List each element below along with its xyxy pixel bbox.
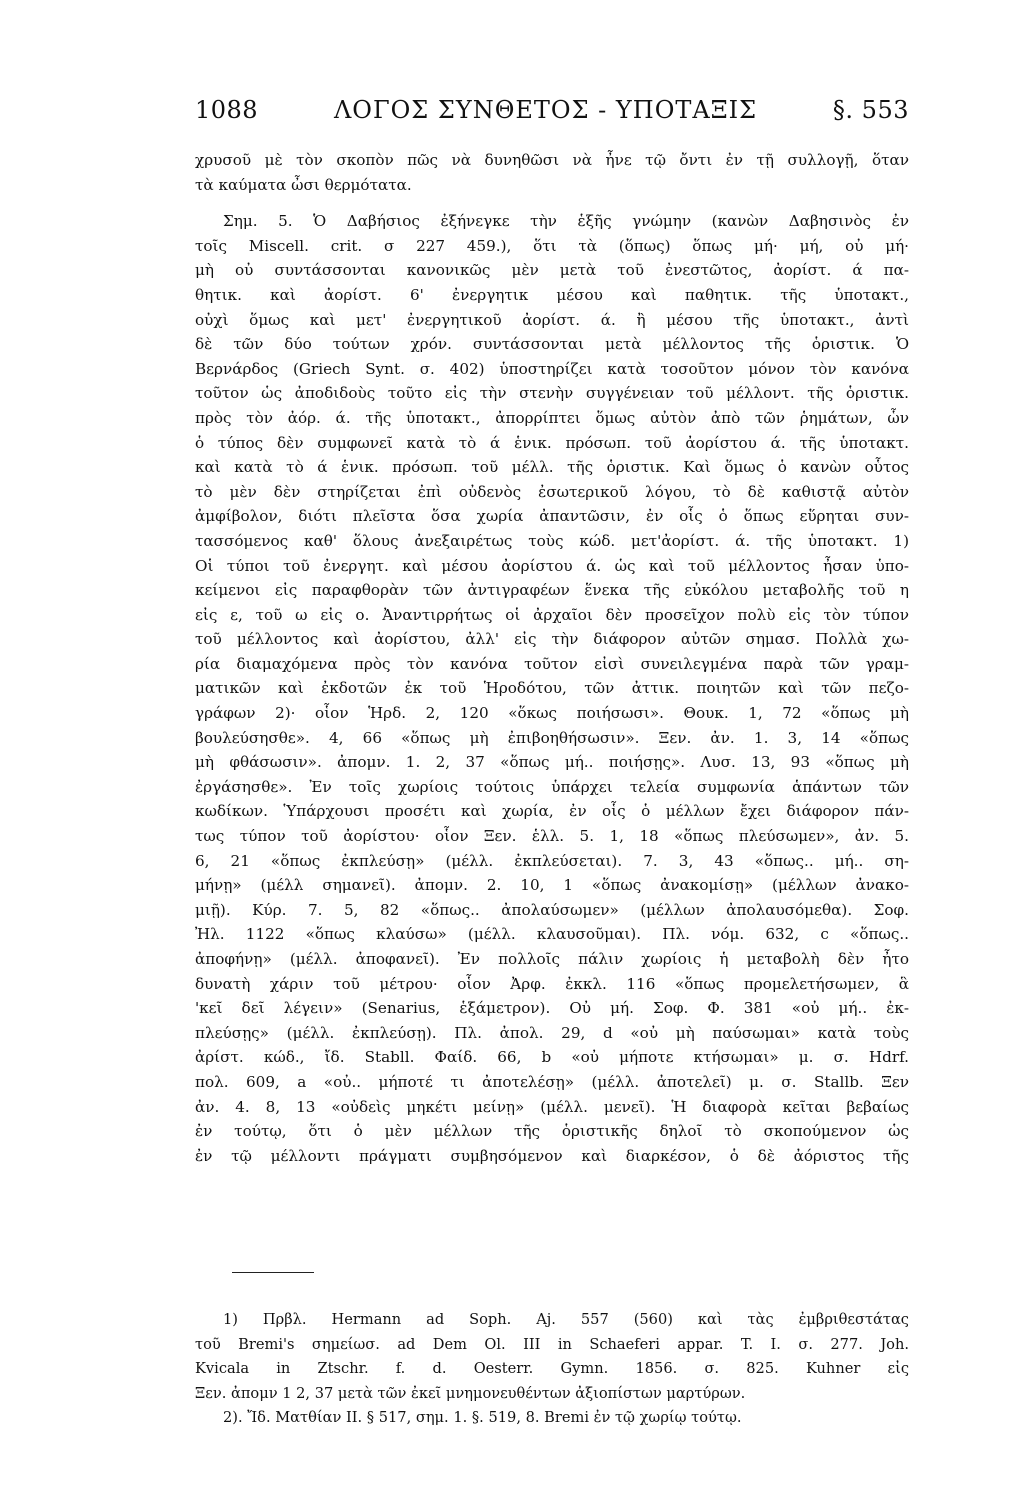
note-line: βουλεύσησθε». 4, 66 «ὅπως μὴ ἐπιβοηθήσωσιν». Ξεν. ἀν. 1. 3, 14 «ὅπως [195,728,909,747]
footnotes [195,1308,909,1431]
note-line: ἀρίστ. κώδ., ἴδ. Stabll. Φαίδ. 66, b «οὐ μήποτε κτήσωμαι» μ. σ. Hdrf. [195,1048,909,1067]
note-line: ὁ τύπος δὲν συμφωνεῖ κατὰ τὸ ά ἑνικ. πρόσωπ. τοῦ ἀορίστου ά. τῆς ὑποτακτ. [195,433,909,452]
note-line: ἐν τούτῳ, ὅτι ὁ μὲν μέλλων τῆς ὁριστικῆς δηλοῖ τὸ σκοπούμενον ὡς [195,1122,909,1141]
note-line: κωδίκων. Ὑπάρχουσι προσέτι καὶ χωρία, ἐν οἷς ὁ μέλλων ἔχει διάφορον πάν- [195,802,909,821]
note-line: τοῦ μέλλοντος καὶ ἀορίστου, ἀλλ' εἰς τὴν διάφορον αὐτῶν σημασ. Πολλὰ χω- [195,630,909,649]
note-line: τοῖς Miscell. crit. σ 227 459.), ὅτι τὰ (ὅπως) ὅπως μή· μή, οὐ μή· [195,236,909,255]
note-line: Οἱ τύποι τοῦ ἐνεργητ. καὶ μέσου ἀορίστου ά. ὡς καὶ τοῦ μέλλοντος ἦσαν ὑπο- [195,556,909,575]
note-line: θητικ. καὶ ἀορίστ. 6' ἐνεργητικ μέσου καὶ παθητικ. τῆς ὑποτακτ., [195,285,909,304]
note-line: τως τύπον τοῦ ἀορίστου· οἷον Ξεν. ἑλλ. 5. 1, 18 «ὅπως πλεύσωμεν», ἀν. 5. [195,827,909,846]
footnote-line: Ξεν. ἀπομν 1 2, 37 μετὰ τῶν ἐκεῖ μνημονευθέντων ἀξιοπίστων μαρτύρων. [195,1384,746,1402]
footnote-line: 2). Ἴδ. Ματθίαν II. § 517, σημ. 1. §. 519, 8. Bremi ἐν τῷ χωρίῳ τούτῳ. [223,1409,742,1427]
note-line: οὐχὶ ὅμως καὶ μετ' ἐνεργητικοῦ ἀορίστ. ά. ἢ μέσου τῆς ὑποτακτ., ἀντὶ [195,310,909,329]
note-line: πρὸς τὸν ἀόρ. ά. τῆς ὑποτακτ., ἀπορρίπτει ὅμως αὐτὸν ἀπὸ τῶν ῥημάτων, ὧν [195,408,909,427]
note-line: ρία διαμαχόμενα πρὸς τὸν κανόνα τοῦτον εἰσὶ συνειλεγμένα παρὰ τῶν γραμ- [195,654,909,673]
note-line: ματικῶν καὶ ἐκδοτῶν ἐκ τοῦ Ἡροδότου, τῶν ἀττικ. ποιητῶν καὶ τῶν πεζο- [195,679,909,698]
footnote-line: Kvicala in Ztschr. f. d. Oesterr. Gymn. 1856. σ. 825. Kuhner εἰς [195,1360,909,1378]
note-line: δὲ τῶν δύο τούτων χρόν. συντάσσονται μετὰ μέλλοντος τῆς ὁριστικ. Ὁ [195,335,909,354]
main-text [195,148,909,1168]
note-line: πλεύσῃς» (μέλλ. ἐκπλεύσῃ). Πλ. ἀπολ. 29, d «οὐ μὴ παύσωμαι» κατὰ τοὺς [195,1023,909,1042]
page-number: 1088 [195,96,259,124]
note-line: μὴ φθάσωσιν». ἀπομν. 1. 2, 37 «ὅπως μή.. ποιήσῃς». Λυσ. 13, 93 «ὅπως μὴ [195,753,909,772]
note-line: μήνῃ» (μέλλ σημανεῖ). ἀπομν. 2. 10, 1 «ὅπως ἀνακομίσῃ» (μέλλων ἀνακο- [195,876,909,895]
note-line: τασσόμενος καθ' ὅλους ἀνεξαιρέτως τοὺς κώδ. μετ'ἀορίστ. ά. τῆς ὑποτακτ. 1) [195,531,909,550]
note-line: καὶ κατὰ τὸ ά ἑνικ. πρόσωπ. τοῦ μέλλ. τῆς ὁριστικ. Καὶ ὅμως ὁ κανὼν οὗτος [195,458,909,477]
footnote-line: τοῦ Bremi's σημείωσ. ad Dem Ol. III in Schaeferi appar. T. I. σ. 277. Joh. [195,1335,909,1353]
note-line: κείμενοι εἰς παραφθορὰν τῶν ἀντιγραφέων ἕνεκα τῆς εὐκόλου μεταβολῆς τοῦ η [195,581,909,600]
note-line: τοῦτον ὡς ἀποδιδοὺς τοῦτο εἰς τὴν στενὴν συγγένειαν τοῦ μέλλοντ. τῆς ὁριστικ. [195,384,909,403]
body-line: χρυσοῦ μὲ τὸν σκοπὸν πῶς νὰ δυνηθῶσι νὰ ἦνε τῷ ὄντι ἐν τῇ συλλογῇ, ὅταν [195,151,909,169]
note-line: μὴ οὐ συντάσσονται κανονικῶς μὲν μετὰ τοῦ ἐνεστῶτος, ἀορίστ. ά πα- [195,261,909,280]
note-line: γράφων 2)· οἷον Ἡρδ. 2, 120 «ὅκως ποιήσωσι». Θουκ. 1, 72 «ὅπως μὴ [195,704,909,723]
note-line: τὸ μὲν δὲν στηρίζεται ἐπὶ οὐδενὸς ἐσωτερικοῦ λόγου, τὸ δὲ καθιστᾷ αὐτὸν [195,482,909,501]
note-line: 'κεῖ δεῖ λέγειν» (Senarius, ἑξάμετρον). Οὐ μή. Σοφ. Φ. 381 «οὐ μή.. ἐκ- [195,999,909,1018]
footnote-rule [232,1272,314,1273]
note-line: 6, 21 «ὅπως ἐκπλεύσῃ» (μέλλ. ἐκπλεύσεται). 7. 3, 43 «ὅπως.. μή.. ση- [195,851,909,870]
note-paragraph [195,209,909,1168]
running-title: ΛΟΓΟΣ ΣΥΝΘΕΤΟΣ - ΥΠΟΤΑΞΙΣ [333,96,758,124]
note-line: ἐργάσησθε». Ἐν τοῖς χωρίοις τούτοις ὑπάρχει τελεία συμφωνία ἁπάντων τῶν [195,777,909,796]
note-line: Ἠλ. 1122 «ὅπως κλαύσω» (μέλλ. κλαυσοῦμαι). Πλ. νόμ. 632, c «ὅπως.. [195,925,909,944]
note-line: ἀν. 4. 8, 13 «οὐδεὶς μηκέτι μείνῃ» (μέλλ. μενεῖ). Ἡ διαφορὰ κεῖται βεβαίως [195,1097,909,1116]
footnote-line: 1) Πρβλ. Hermann ad Soph. Aj. 557 (560) καὶ τὰς ἐμβριθεστάτας [223,1311,909,1328]
note-line: πολ. 609, a «οὐ.. μήποτέ τι ἀποτελέσῃ» (μέλλ. ἀποτελεῖ) μ. σ. Stallb. Ξεν [195,1072,909,1091]
note-line: ἀμφίβολον, διότι πλεῖστα ὅσα χωρία ἀπαντῶσιν, ἐν οἷς ὁ ὅπως εὕρηται συν- [195,507,909,526]
note-line: δυνατὴ χάριν τοῦ μέτρου· οἷον Ἀρφ. ἐκκλ. 116 «ὅπως προμελετήσωμεν, ἃ [195,974,909,993]
note-line: εἰς ε, τοῦ ω εἰς ο. Ἀναντιρρήτως οἱ ἀρχαῖοι δὲν προσεῖχον πολὺ εἰς τὸν τύπον [195,605,909,624]
section-number: §. 553 [832,96,909,124]
note-line: ἐν τῷ μέλλοντι πράγματι συμβησόμενον καὶ διαρκέσον, ὁ δὲ ἀόριστος τῆς [195,1146,909,1165]
note-line: ἀποφήνῃ» (μέλλ. ἀποφανεῖ). Ἐν πολλοῖς πάλιν χωρίοις ἡ μεταβολὴ δὲν ἦτο [195,950,909,968]
note-line: μιῇ). Κύρ. 7. 5, 82 «ὅπως.. ἀπολαύσωμεν» (μέλλων ἀπολαυσόμεθα). Σοφ. [195,900,909,919]
note-line: Σημ. 5. Ὁ Δαβήσιος ἐξήνεγκε τὴν ἑξῆς γνώμην (κανὼν Δαβησινὸς ἐν [223,212,909,231]
note-line: Βερνάρδος (Griech Synt. σ. 402) ὑποστηρίζει κατὰ τοσοῦτον μόνον τὸν κανόνα [195,359,909,378]
body-line: τὰ καύματα ὦσι θερμότατα. [195,175,412,194]
page-header [195,96,909,124]
